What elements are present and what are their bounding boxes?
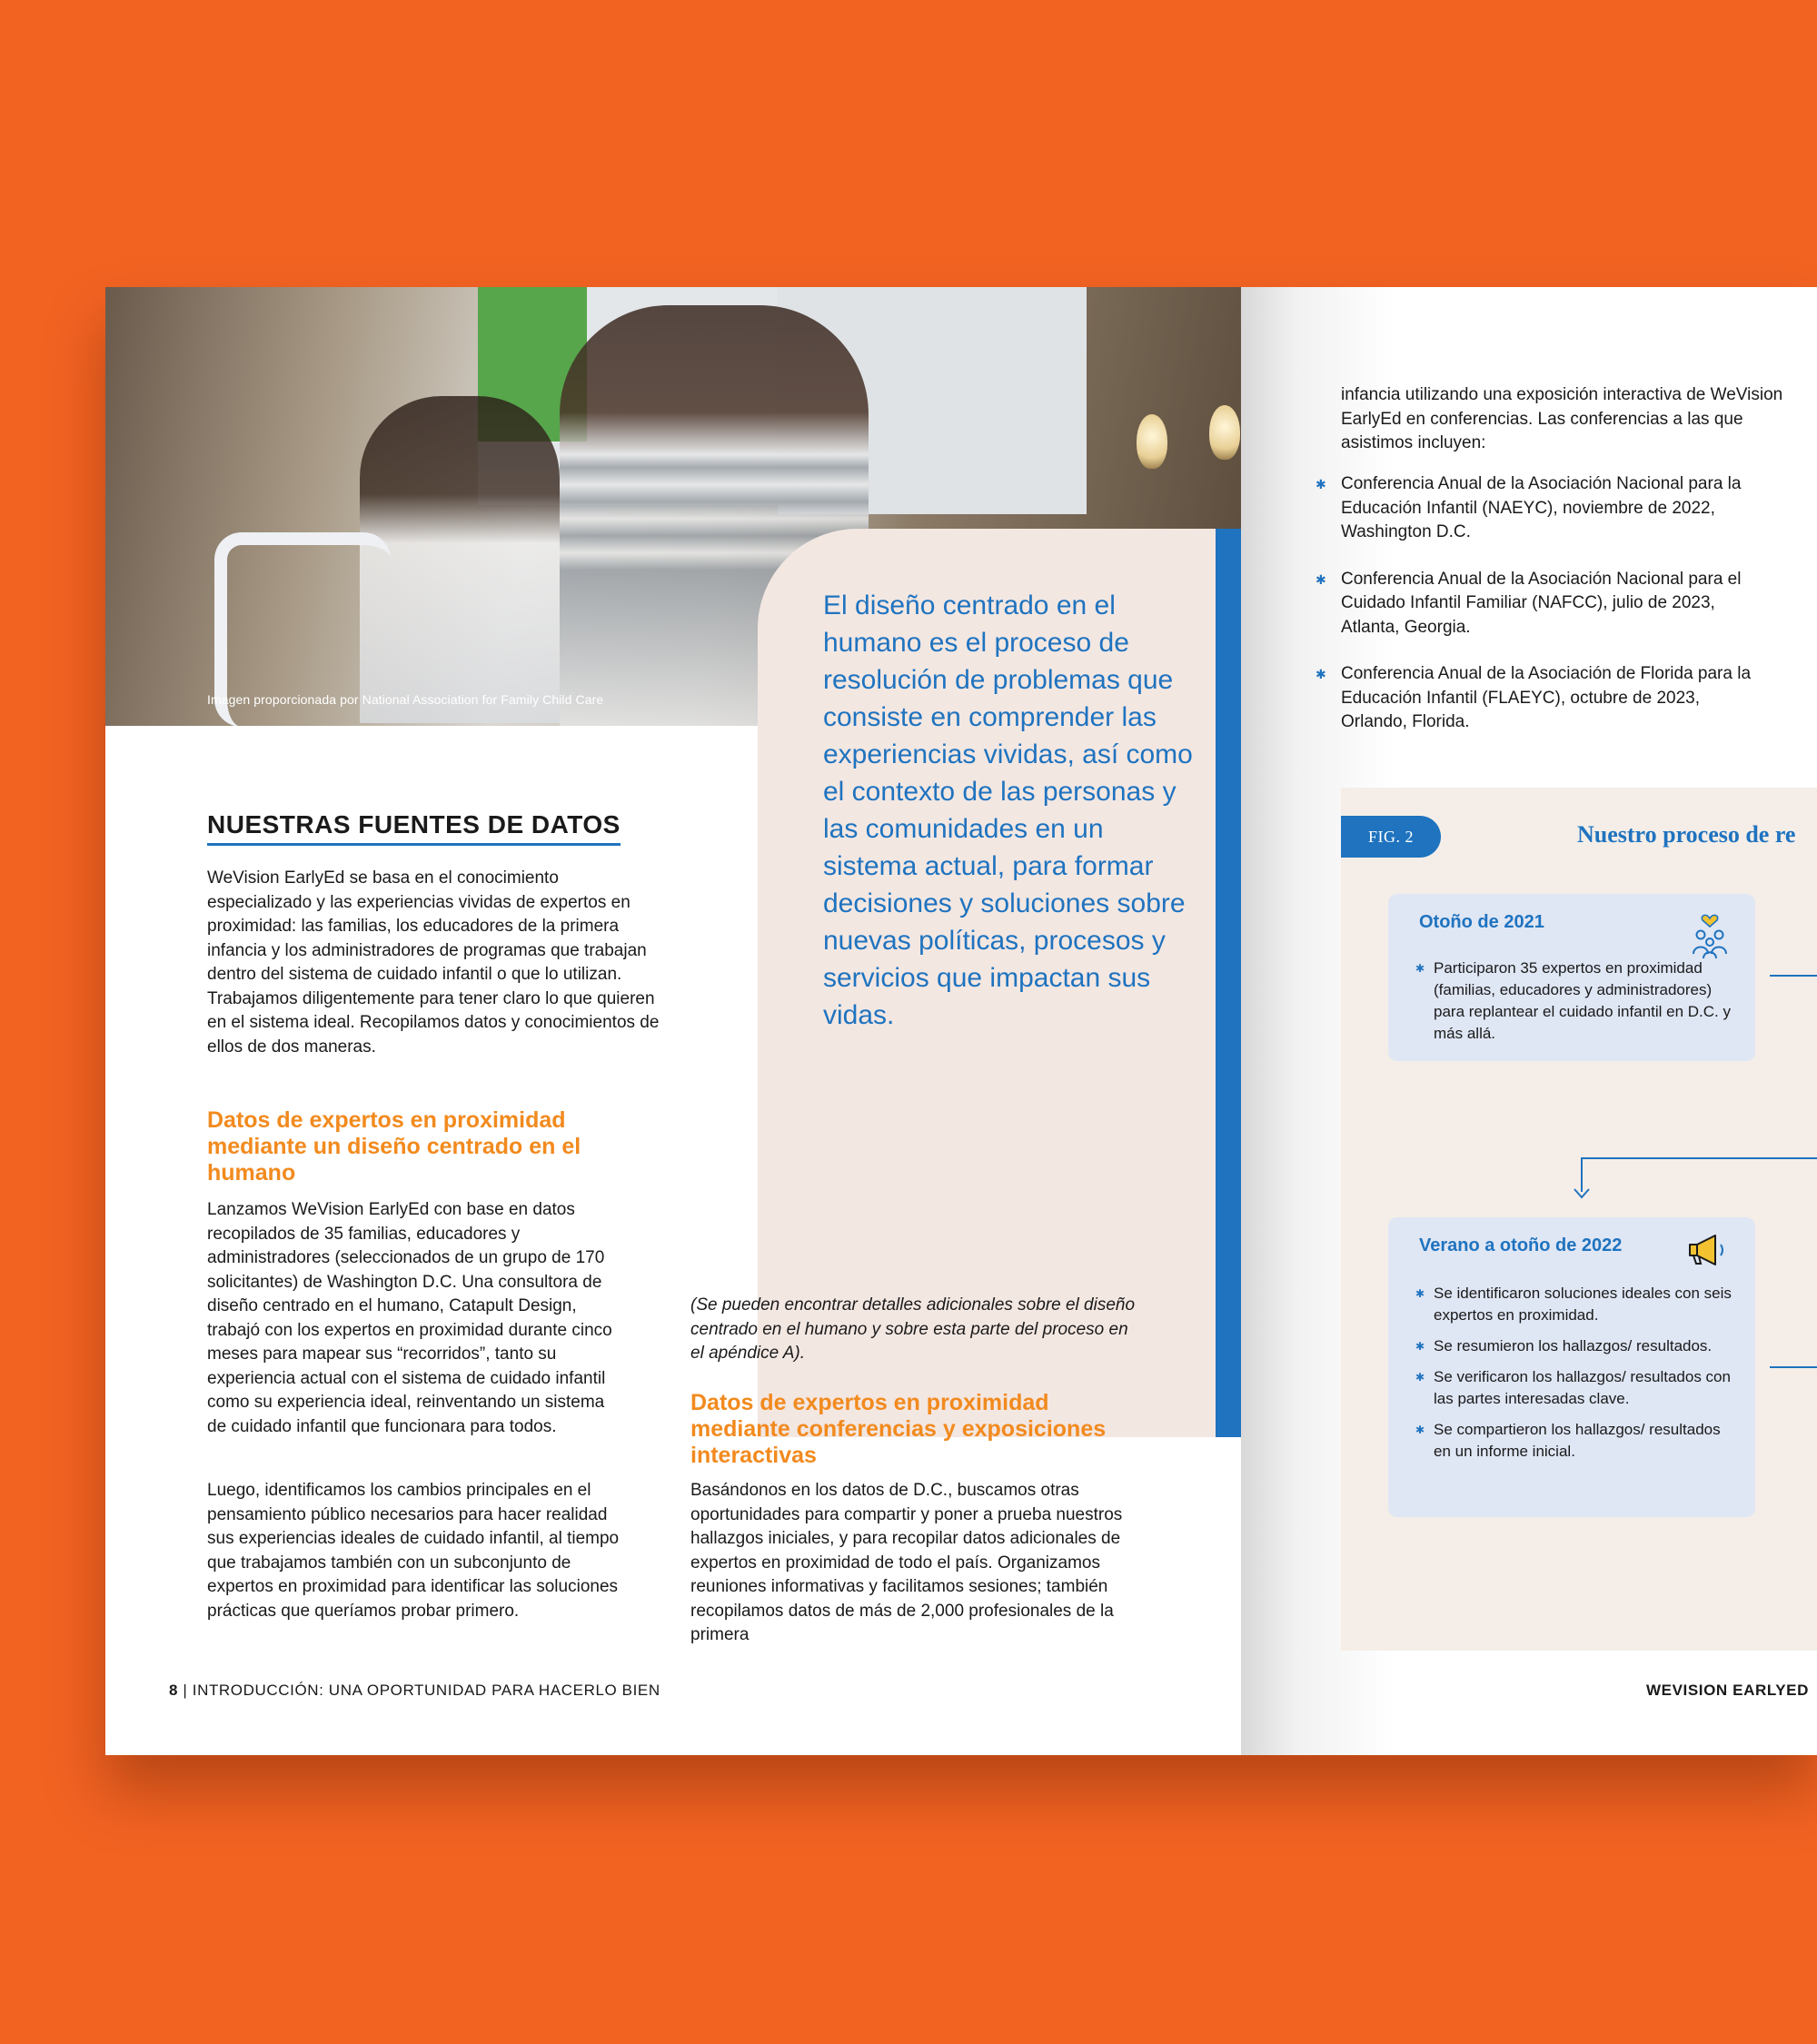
figure-tag: FIG. 2 bbox=[1341, 816, 1441, 858]
subheading-human-centered: Datos de expertos en proximidad mediante un diseño centrado en el humano bbox=[207, 1107, 581, 1186]
card-item: ✱ Se verificaron los hallazgos/ resultados con las partes interesadas clave. bbox=[1415, 1368, 1731, 1407]
paragraph-public-thinking: Luego, identificamos los cambios principales en el pensamiento público necesarios para hacer realidad sus experiencias ideales de cuidado infantil, al tiempo que trabajamos también con un subconjunto de expertos en proximidad para identificar las soluciones prácticas que queríamos probar primero. bbox=[207, 1481, 620, 1621]
asterisk-bullet-icon: ✱ bbox=[1316, 667, 1326, 681]
footer-separator: | bbox=[183, 1682, 188, 1699]
conference-list bbox=[1316, 472, 1768, 758]
brochure-spread bbox=[105, 287, 1817, 1755]
card-item: ✱ Se resumieron los hallazgos/ resultados. bbox=[1434, 1335, 1733, 1357]
photo-caption: Imagen proporcionada por National Association for Family Child Care bbox=[207, 692, 604, 707]
paragraph-conferences: Basándonos en los datos de D.C., buscamos otras oportunidades para compartir y poner a prueba nuestros hallazgos iniciales, y para recopilar datos adicionales de expertos en proximidad de todo el país. Organizamos reuniones informativas y facilitamos sesiones; también recopilamos datos de más de 2,000 profesionales de la primera bbox=[690, 1481, 1123, 1644]
left-page bbox=[105, 287, 1241, 1755]
conference-item: ✱ Conferencia Anual de la Asociación Nacional para la Educación Infantil (NAEYC), noviembre de 2022, Washington D.C. bbox=[1316, 474, 1742, 541]
timeline-connector bbox=[1770, 1366, 1817, 1368]
timeline-connector bbox=[1581, 1157, 1817, 1159]
asterisk-bullet-icon: ✱ bbox=[1415, 1340, 1425, 1353]
footer-chapter-title: INTRODUCCIÓN: UNA OPORTUNIDAD PARA HACERLO BIEN bbox=[192, 1682, 660, 1699]
card-item: ✱ Participaron 35 expertos en proximidad (familias, educadores y administradores) para replantear el cuidado infantil en D.C. y más allá. bbox=[1415, 959, 1731, 1042]
figure-title: Nuestro proceso de re bbox=[1577, 821, 1796, 848]
appendix-note: (Se pueden encontrar detalles adicionales sobre el diseño centrado en el humano y sobre esta parte del proceso en el apéndice A). bbox=[690, 1295, 1136, 1363]
subheading-conferences: Datos de expertos en proximidad mediante conferencias y exposiciones interactivas bbox=[690, 1390, 1107, 1468]
conference-item: ✱ Conferencia Anual de la Asociación de Florida para la Educación Infantil (FLAEYC), octubre de 2023, Orlando, Florida. bbox=[1316, 664, 1752, 731]
page-number: 8 bbox=[169, 1682, 179, 1699]
paragraph-human-centered: Lanzamos WeVision EarlyEd con base en datos recopilados de 35 familias, educadores y administradores (seleccionados de un grupo de 170 solicitantes) de Washington D.C. Una consultora de diseño centrado en el humano, Catapult Design, trabajó con los expertos en proximidad durante cinco meses para mapear sus “recorridos”, tanto su experiencia actual con el sistema de cuidado infantil como su experiencia ideal, reinventando un sistema de cuidado infantil que funcionara para todos. bbox=[207, 1200, 612, 1436]
continued-paragraph: infancia utilizando una exposición interactiva de WeVision EarlyEd en conferencias. Las conferencias a las que asistimos incluyen: bbox=[1341, 385, 1783, 452]
asterisk-bullet-icon: ✱ bbox=[1316, 477, 1326, 491]
family-heart-icon bbox=[1690, 910, 1730, 964]
photo-lamp bbox=[1137, 414, 1167, 469]
megaphone-icon bbox=[1684, 1232, 1730, 1273]
asterisk-bullet-icon: ✱ bbox=[1415, 962, 1425, 975]
timeline-card-fall-2021 bbox=[1388, 894, 1755, 1061]
card-item: ✱ Se compartieron los hallazgos/ resultados en un informe inicial. bbox=[1415, 1421, 1721, 1460]
quote-accent-bar bbox=[1216, 529, 1241, 1437]
asterisk-bullet-icon: ✱ bbox=[1415, 1287, 1425, 1300]
timeline-connector bbox=[1770, 975, 1817, 977]
footer-right: WEVISION EARLYED bbox=[1646, 1682, 1810, 1699]
asterisk-bullet-icon: ✱ bbox=[1316, 571, 1326, 587]
photo-lamp bbox=[1209, 405, 1240, 460]
card-title: Verano a otoño de 2022 bbox=[1419, 1235, 1623, 1255]
asterisk-bullet-icon: ✱ bbox=[1415, 1424, 1425, 1436]
card-item: ✱ Se identificaron soluciones ideales con seis expertos en proximidad. bbox=[1415, 1285, 1732, 1324]
asterisk-bullet-icon: ✱ bbox=[1415, 1371, 1425, 1384]
pull-quote: El diseño centrado en el humano es el proceso de resolución de problemas que consiste en comprender las experiencias vividas, así como el contexto de las personas y las comunidades en un sistema actual, para formar decisiones y soluciones sobre nuevas políticas, procesos y servicios que impactan sus vidas. bbox=[823, 590, 1193, 1030]
footer-left bbox=[169, 1682, 660, 1700]
intro-paragraph: WeVision EarlyEd se basa en el conocimiento especializado y las experiencias vividas de expertos en proximidad: las familias, los educadores de la primera infancia y los administradores de programas que trabajan dentro del sistema de cuidado infantil o que lo utilizan. Trabajamos diligentemente para tener claro lo que quieren en el sistema ideal. Recopilamos datos y conocimientos de ellos de dos maneras. bbox=[207, 868, 660, 1057]
section-heading: NUESTRAS FUENTES DE DATOS bbox=[207, 810, 621, 846]
card-list bbox=[1415, 958, 1733, 1054]
timeline-card-2022 bbox=[1388, 1217, 1755, 1517]
conference-item: ✱ Conferencia Anual de la Asociación Nacional para el Cuidado Infantil Familiar (NAFCC), julio de 2023, Atlanta, Georgia. bbox=[1316, 569, 1742, 637]
card-title: Otoño de 2021 bbox=[1419, 912, 1544, 932]
arrow-down-icon bbox=[1572, 1186, 1592, 1201]
card-list bbox=[1415, 1283, 1733, 1472]
